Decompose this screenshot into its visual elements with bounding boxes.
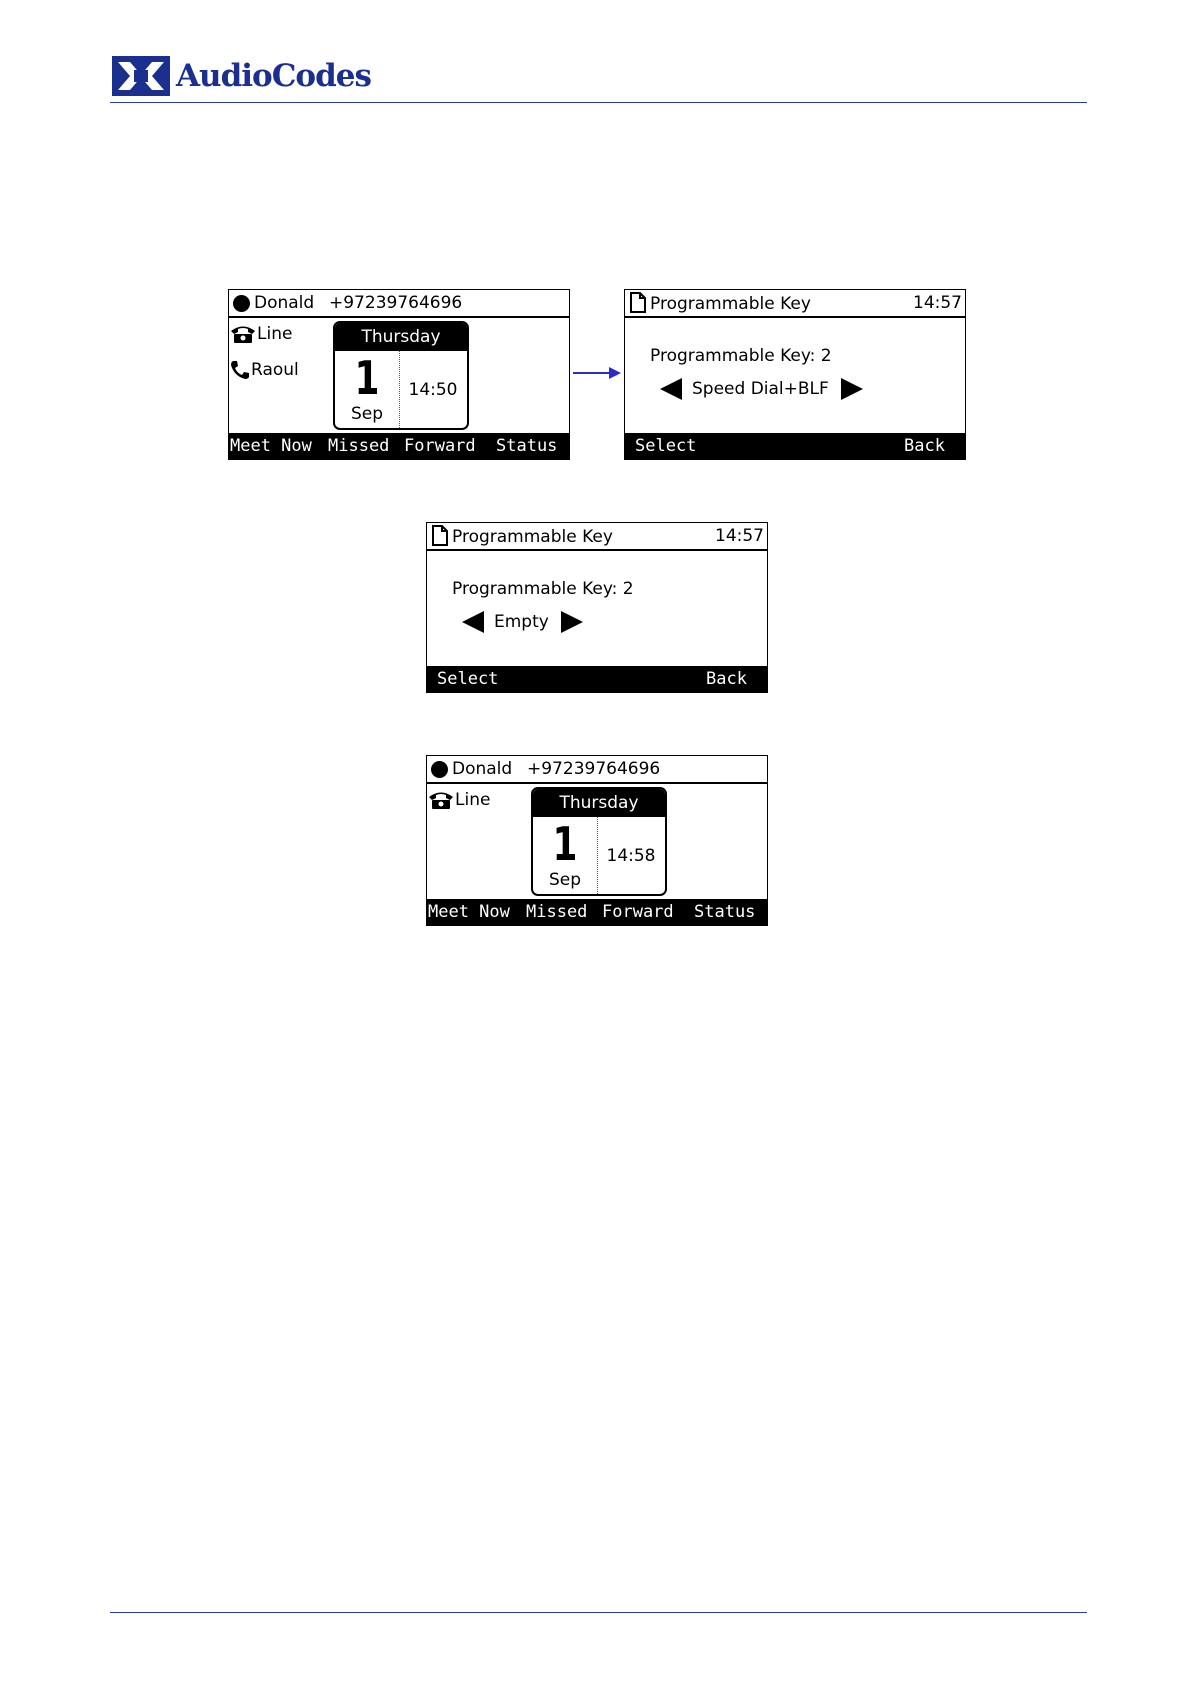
programmable-key-label: Programmable Key: 2 [650,346,832,366]
phone-screen-programmable-key-speed-dial [624,289,966,460]
presence-status-icon [431,761,448,778]
logo-text: AudioCodes [176,58,371,94]
softkey-status[interactable]: Status [694,902,756,922]
screen-title: Programmable Key [452,527,613,547]
programmable-key-value: Empty [494,612,549,632]
desk-phone-icon [230,324,256,344]
line-item[interactable] [230,358,299,382]
calendar-widget [333,321,469,430]
calendar-day-number: 1 [552,817,578,871]
footer-rule [110,1612,1087,1613]
line-label: Raoul [251,360,299,380]
softkey-bar [427,899,767,925]
calendar-time: 14:50 [408,380,458,400]
line-label: Line [455,790,491,810]
programmable-key-value: Speed Dial+BLF [692,379,829,399]
calendar-weekday: Thursday [335,323,467,351]
screen-header [427,756,767,784]
audiocodes-logo-mark-icon [112,56,170,96]
softkey-select[interactable]: Select [635,436,697,456]
softkey-select[interactable]: Select [437,669,499,689]
softkey-missed[interactable]: Missed [328,436,390,456]
softkey-missed[interactable]: Missed [526,902,588,922]
calendar-day-number: 1 [354,351,380,405]
screen-header [625,290,965,318]
next-option-icon[interactable] [561,611,583,633]
header-rule [110,102,1087,103]
document-icon [432,525,448,546]
softkey-back[interactable]: Back [904,436,945,456]
phone-screen-idle-after [426,755,768,926]
calendar-month: Sep [350,404,384,424]
softkey-bar [625,433,965,459]
softkey-meet-now[interactable]: Meet Now [428,902,510,922]
calendar-time: 14:58 [606,846,656,866]
softkey-back[interactable]: Back [706,669,747,689]
calendar-date [533,817,598,894]
flow-arrow-icon [573,366,621,380]
programmable-key-label: Programmable Key: 2 [452,579,634,599]
line-label: Line [257,324,293,344]
line-item[interactable] [230,322,292,346]
phone-screen-idle-before [228,289,570,460]
desk-phone-icon [428,790,454,810]
softkey-status[interactable]: Status [496,436,558,456]
presence-status-icon [233,295,250,312]
previous-option-icon[interactable] [462,611,484,633]
line-item[interactable] [428,788,490,812]
softkey-forward[interactable]: Forward [404,436,476,456]
softkey-meet-now[interactable]: Meet Now [230,436,312,456]
user-name: Donald [254,293,315,313]
programmable-key-selector[interactable] [462,609,583,635]
audiocodes-logo [112,55,371,97]
screen-header [427,523,767,551]
calendar-date [335,351,400,428]
user-name: Donald [452,759,513,779]
softkey-bar [229,433,569,459]
user-number: +97239764696 [527,759,661,779]
previous-option-icon[interactable] [660,378,682,400]
programmable-key-selector[interactable] [660,376,863,402]
phone-screen-programmable-key-empty [426,522,768,693]
screen-time: 14:57 [913,293,962,313]
screen-header [229,290,569,318]
calendar-widget [531,787,667,896]
screen-time: 14:57 [715,526,764,546]
handset-icon [230,360,250,380]
calendar-weekday: Thursday [533,789,665,817]
calendar-month: Sep [548,870,582,890]
user-number: +97239764696 [329,293,463,313]
document-icon [630,292,646,313]
softkey-bar [427,666,767,692]
softkey-forward[interactable]: Forward [602,902,674,922]
next-option-icon[interactable] [841,378,863,400]
screen-title: Programmable Key [650,294,811,314]
